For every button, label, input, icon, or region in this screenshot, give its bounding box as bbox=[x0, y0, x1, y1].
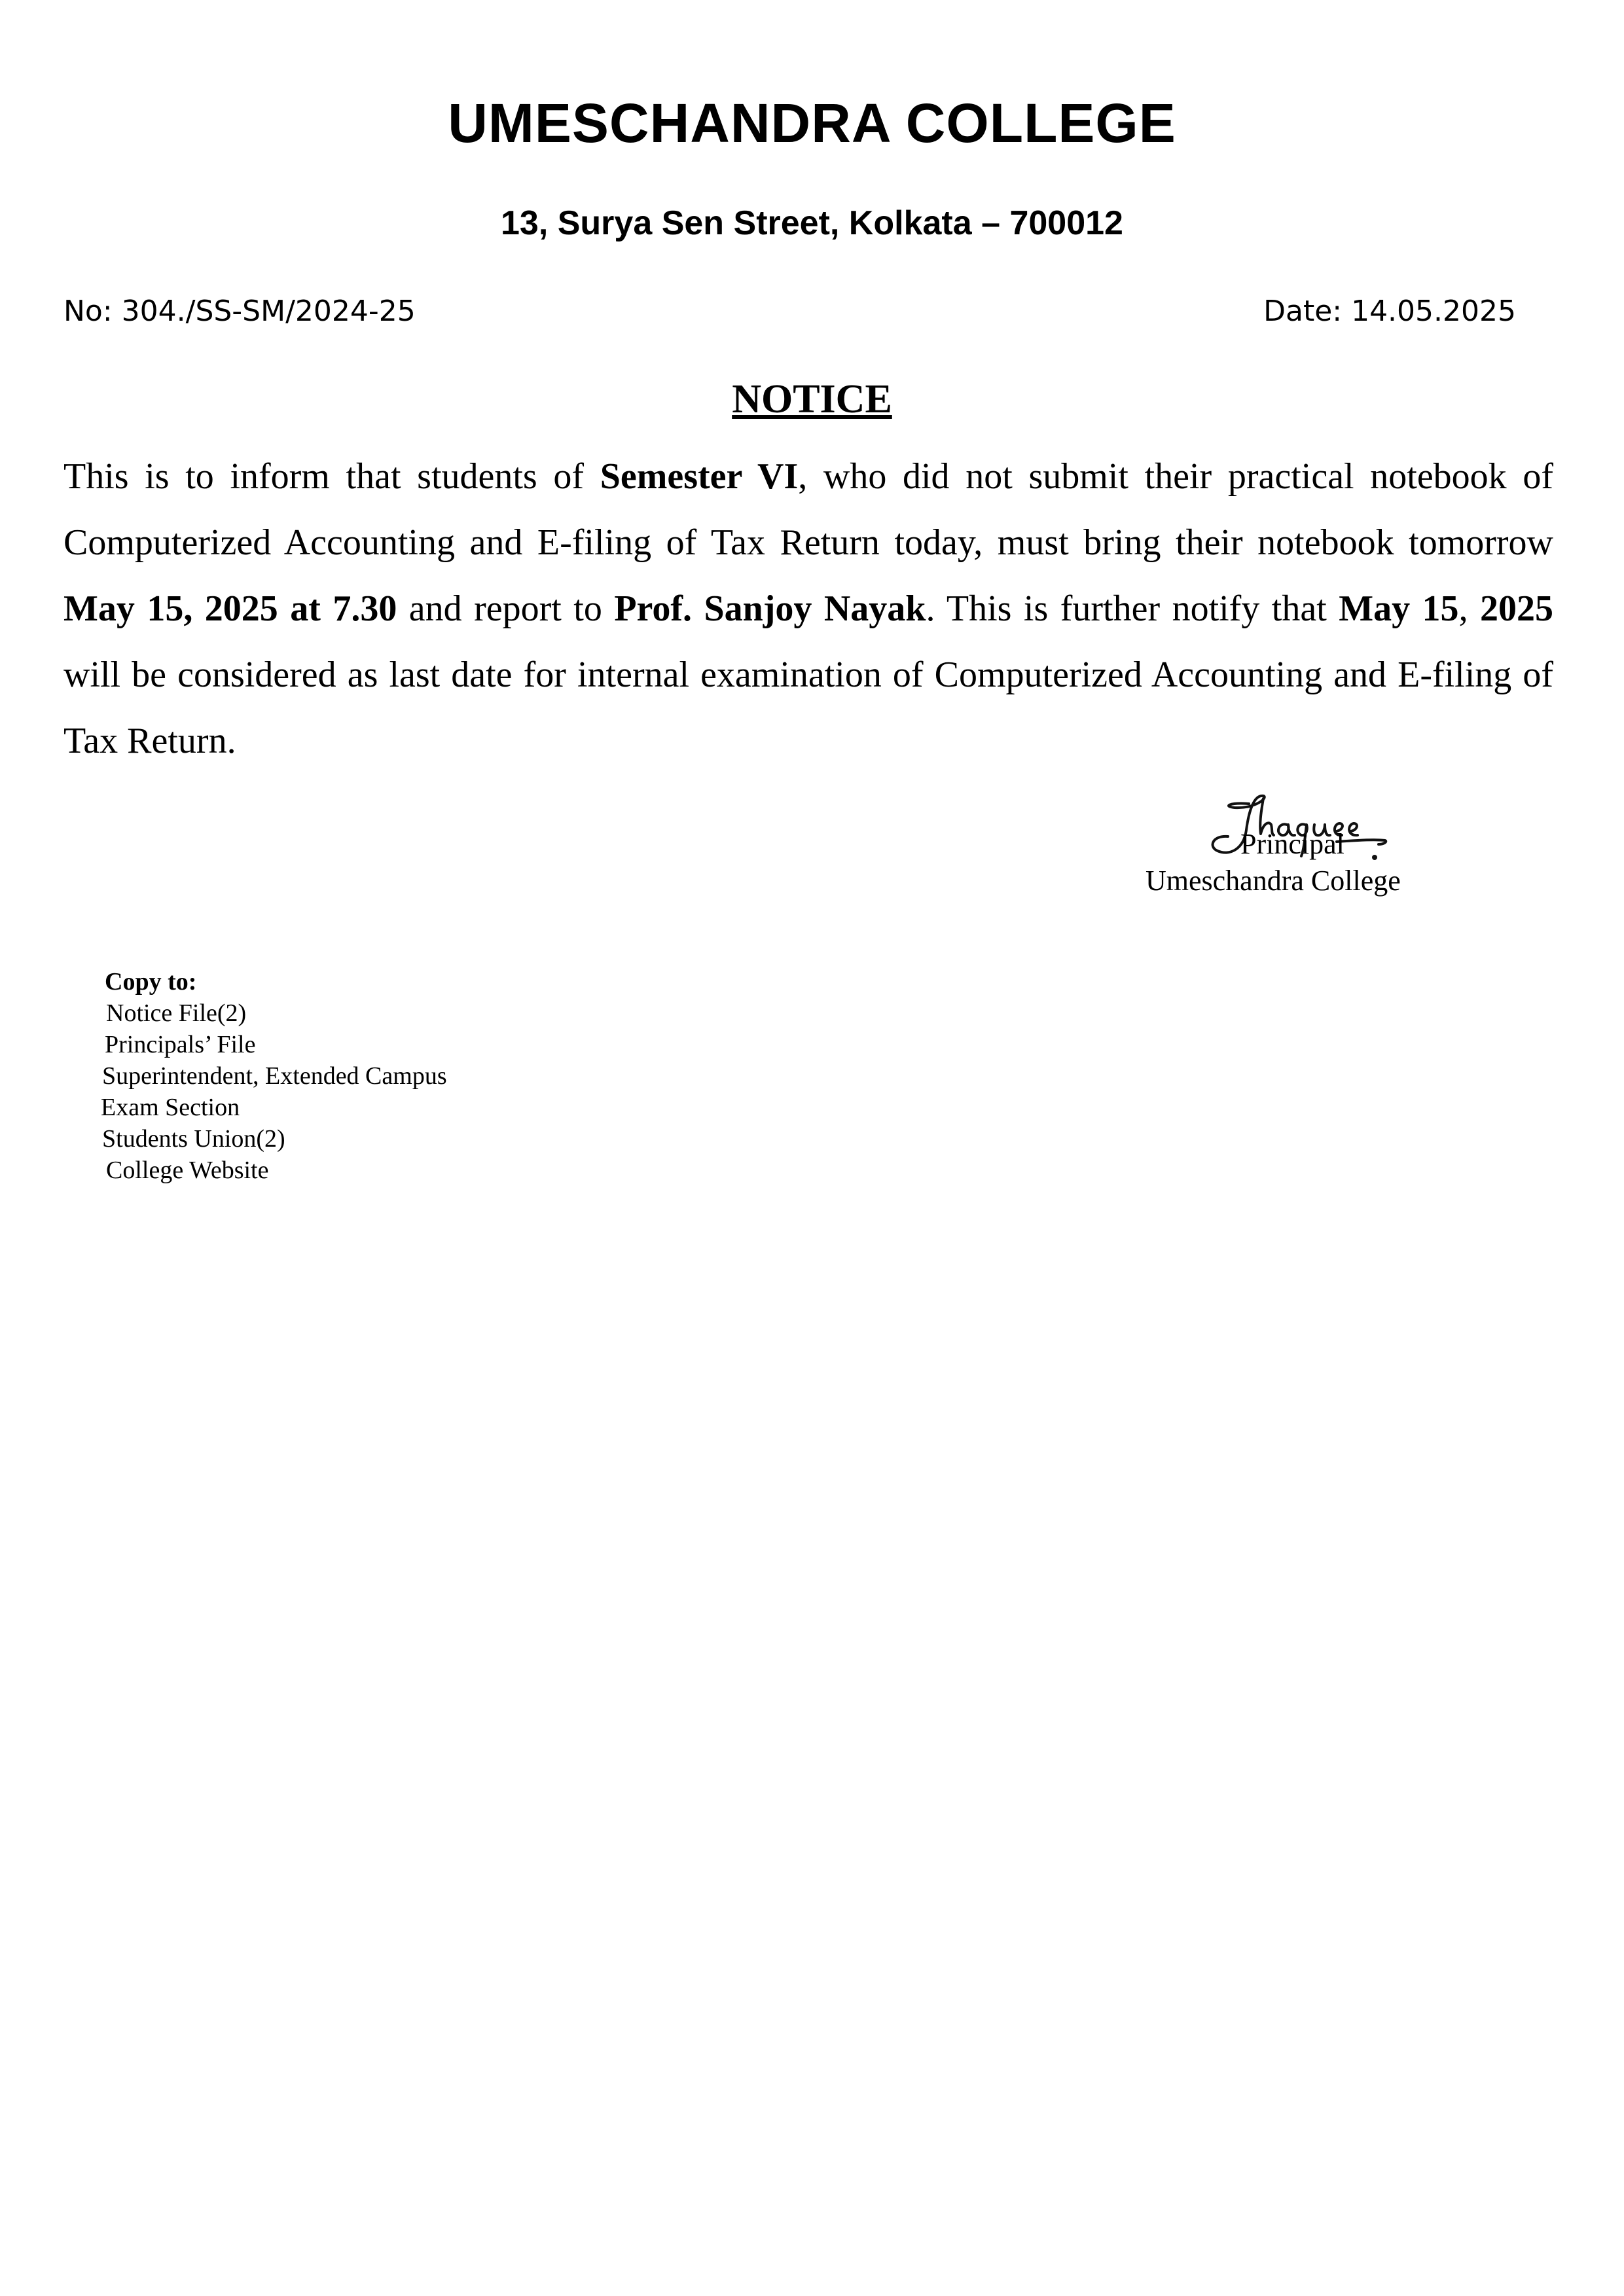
semester-highlight: Semester VI bbox=[600, 456, 799, 497]
last-date-year-highlight: 2025 bbox=[1480, 588, 1554, 629]
copy-to-item: Exam Section bbox=[101, 1094, 240, 1121]
college-name: UMESCHANDRA COLLEGE bbox=[448, 92, 1176, 154]
copy-to-item: Notice File(2) bbox=[106, 999, 247, 1027]
notice-date: Date: 14.05.2025 bbox=[1263, 295, 1516, 328]
body-text: and report to bbox=[397, 588, 615, 629]
professor-highlight: Prof. Sanjoy Nayak bbox=[614, 588, 926, 629]
notice-heading: NOTICE bbox=[732, 377, 892, 422]
notice-body bbox=[63, 444, 1553, 774]
copy-to-item: College Website bbox=[106, 1157, 269, 1184]
copy-to-item: Students Union(2) bbox=[102, 1125, 285, 1153]
copy-to-item: Principals’ File bbox=[105, 1031, 256, 1058]
reference-number: No: 304./SS-SM/2024-25 bbox=[63, 295, 416, 328]
signatory-organization: Umeschandra College bbox=[1146, 865, 1401, 897]
signatory-title: Principal bbox=[1240, 828, 1344, 860]
college-address: 13, Surya Sen Street, Kolkata – 700012 bbox=[501, 204, 1123, 242]
copy-to-item: Superintendent, Extended Campus bbox=[102, 1062, 447, 1090]
last-date-highlight: May 15 bbox=[1339, 588, 1459, 629]
date-time-highlight: May 15, 2025 at 7.30 bbox=[63, 588, 397, 629]
body-text: This is to inform that students of bbox=[63, 456, 600, 497]
body-text: , bbox=[1458, 588, 1481, 629]
body-text: will be considered as last date for internal examination of Computerized Accounting and E-filing of Tax Return. bbox=[63, 655, 1553, 761]
copy-to-heading: Copy to: bbox=[105, 968, 197, 996]
copy-to-list bbox=[98, 997, 447, 1186]
body-text: , who did not submit their practical notebook of Computerized Accounting and E-filing of Tax Return today, must bring their notebook tomorrow bbox=[63, 456, 1553, 563]
body-text: . This is further notify that bbox=[926, 588, 1339, 629]
